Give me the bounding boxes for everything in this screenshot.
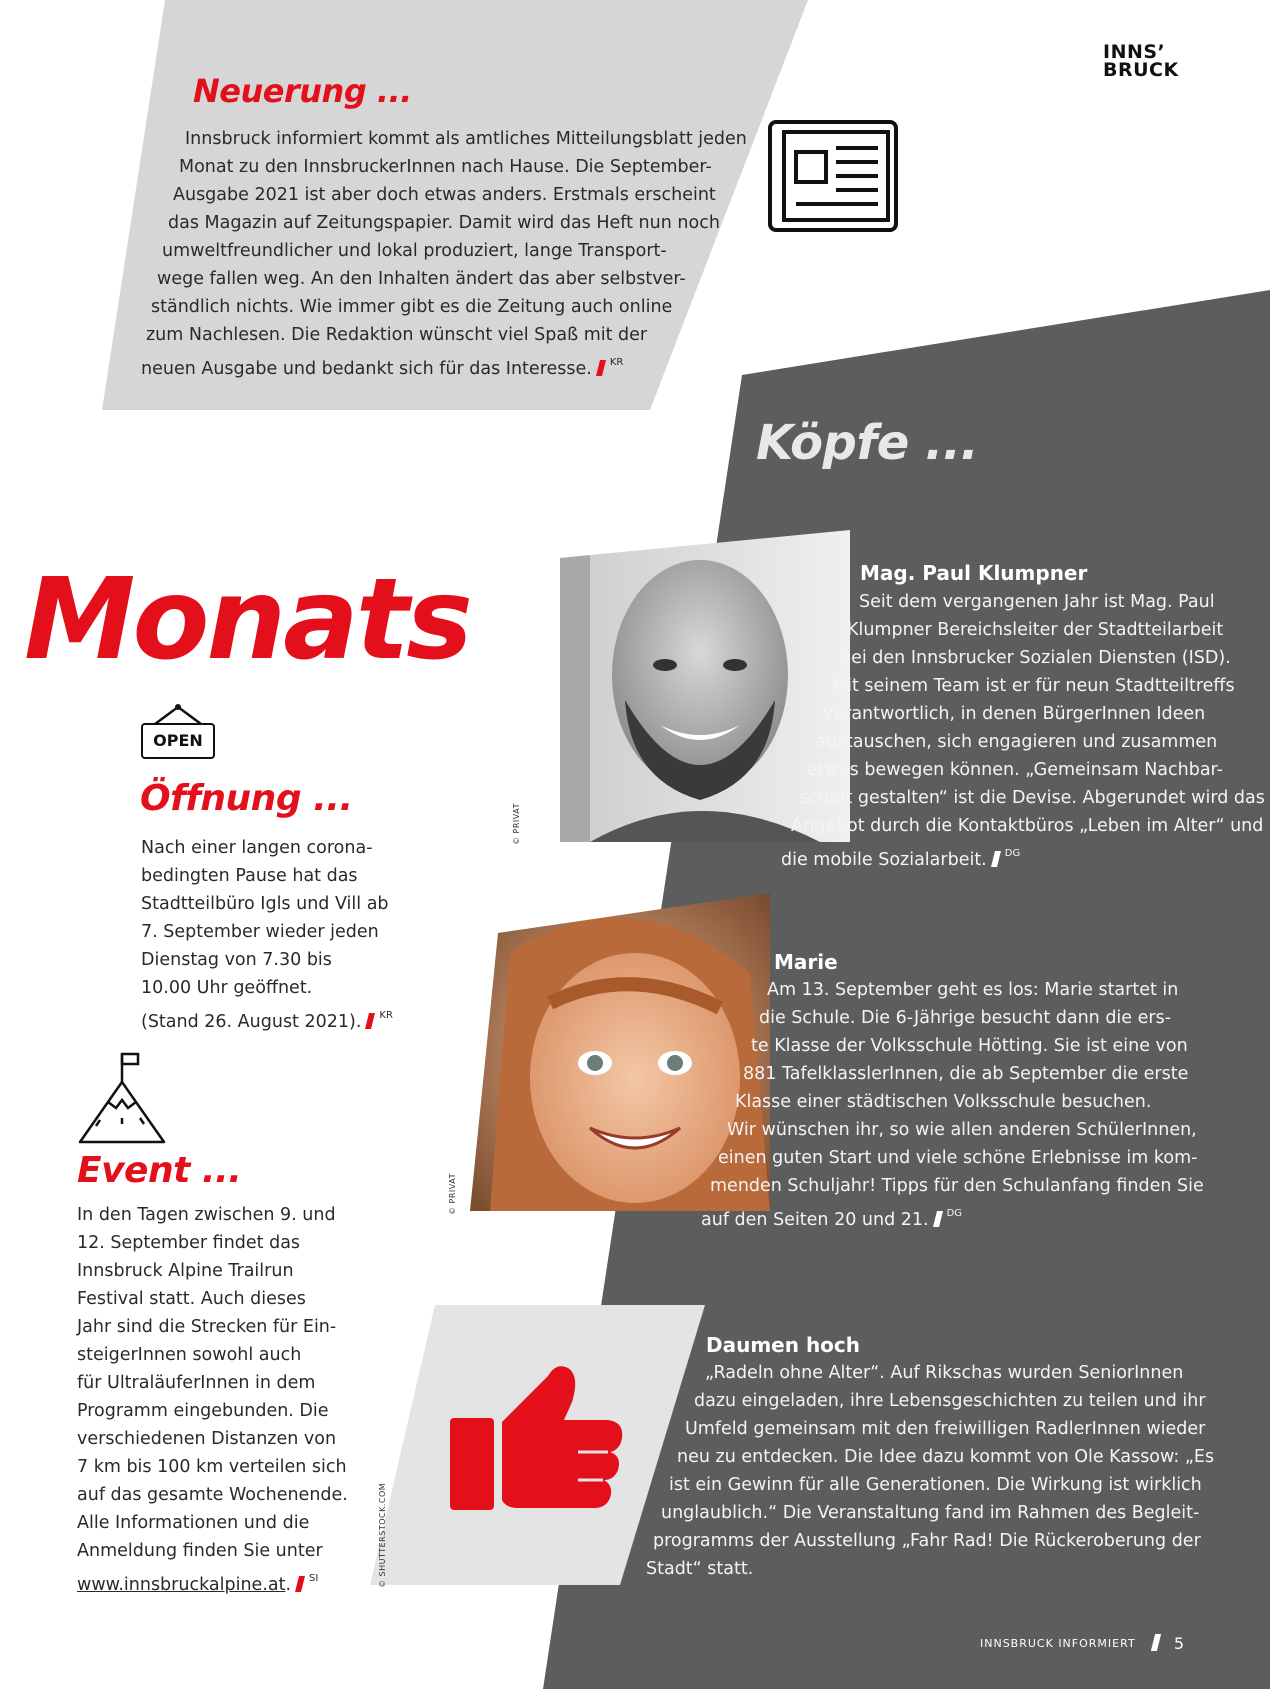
neuerung-last-line: [141, 349, 730, 383]
daumen-line: neu zu entdecken. Die Idee dazu kommt von Ole Kassow: „Es: [677, 1447, 1215, 1467]
event-body: [77, 1201, 367, 1599]
marie-line: Klasse einer städtischen Volksschule besuchen.: [735, 1092, 1152, 1112]
oeffnung-line: Dienstag von 7.30 bis: [141, 950, 332, 970]
innsbruck-logo: [1103, 43, 1179, 79]
marie-line: einen guten Start und viele schöne Erlebnisse im kom-: [718, 1148, 1198, 1168]
event-line: Programm eingebunden. Die: [77, 1401, 329, 1421]
open-badge: OPEN: [141, 723, 215, 759]
neuerung-body: [140, 125, 747, 383]
event-line: 12. September findet das: [77, 1233, 301, 1253]
paul-line: Seit dem vergangenen Jahr ist Mag. Paul: [859, 592, 1215, 612]
neuerung-line: Ausgabe 2021 ist aber doch etwas anders. Erstmals erscheint: [173, 185, 716, 205]
author-initials: KR: [609, 357, 624, 368]
oeffnung-line: bedingten Pause hat das: [141, 866, 358, 886]
paul-last-line: [781, 840, 1240, 874]
neuerung-line: zum Nachlesen. Die Redaktion wünscht viel Spaß mit der: [146, 325, 648, 345]
thumbs-up-icon: [448, 1362, 624, 1512]
koepfe-title: Köpfe ...: [756, 415, 979, 471]
footer: [980, 1634, 1184, 1653]
oeffnung-line: 7. September wieder jeden: [141, 922, 379, 942]
slash-mark: [295, 1576, 305, 1592]
neuerung-line: Monat zu den InnsbruckerInnen nach Hause. Die September-: [179, 157, 712, 177]
paul-line: verantwortlich, in denen BürgerInnen Ideen: [823, 704, 1206, 724]
marie-name: Marie: [774, 950, 838, 974]
paul-photo-credit: © PRIVAT: [512, 803, 521, 845]
marie-line: die Schule. Die 6-Jährige besucht dann die ers-: [759, 1008, 1172, 1028]
event-link[interactable]: www.innsbruckalpine.at: [77, 1575, 286, 1595]
daumen-line: dazu eingeladen, ihre Lebensgeschichten zu teilen und ihr: [694, 1391, 1206, 1411]
neuerung-line: wege fallen weg. An den Inhalten ändert das aber selbstver-: [157, 269, 686, 289]
daumen-line: programms der Ausstellung „Fahr Rad! Die Rückeroberung der: [653, 1531, 1201, 1551]
event-last-line: [77, 1565, 367, 1599]
paul-body: [780, 588, 1265, 874]
newspaper-icon: [768, 120, 898, 232]
paul-line: austauschen, sich engagieren und zusammen: [815, 732, 1218, 752]
oeffnung-body: [141, 834, 401, 1036]
event-line: In den Tagen zwischen 9. und: [77, 1205, 336, 1225]
footer-label: INNSBRUCK INFORMIERT: [980, 1637, 1136, 1650]
event-line: auf das gesamte Wochenende.: [77, 1485, 348, 1505]
marie-line: Am 13. September geht es los: Marie startet in: [767, 980, 1179, 1000]
paul-line: bei den Innsbrucker Sozialen Diensten (ISD).: [840, 648, 1231, 668]
neuerung-last-text: neuen Ausgabe und bedankt sich für das Interesse.: [141, 359, 592, 379]
oeffnung-title: Öffnung ...: [140, 778, 353, 819]
neuerung-line: umweltfreundlicher und lokal produziert, lange Transport-: [162, 241, 667, 261]
slash-mark: [1151, 1634, 1161, 1651]
daumen-line: ist ein Gewinn für alle Generationen. Die Wirkung ist wirklich: [669, 1475, 1202, 1495]
event-title: Event ...: [77, 1150, 242, 1191]
daumen-line: Umfeld gemeinsam mit den freiwilligen RadlerInnen wieder: [685, 1419, 1206, 1439]
author-initials: DG: [1004, 848, 1021, 859]
paul-last-text: die mobile Sozialarbeit.: [781, 850, 987, 870]
monats-title: Monats: [24, 555, 470, 685]
slash-mark: [933, 1211, 943, 1227]
paul-name: Mag. Paul Klumpner: [860, 561, 1088, 585]
event-line: 7 km bis 100 km verteilen sich: [77, 1457, 347, 1477]
paul-line: Mit seinem Team ist er für neun Stadtteiltreffs: [832, 676, 1235, 696]
daumen-name: Daumen hoch: [706, 1333, 861, 1357]
marie-body: [700, 976, 1220, 1234]
oeffnung-last-text: (Stand 26. August 2021).: [141, 1012, 362, 1032]
neuerung-title: Neuerung ...: [193, 72, 412, 110]
open-sign-icon: [141, 703, 215, 761]
event-line: Innsbruck Alpine Trailrun: [77, 1261, 294, 1281]
marie-last-text: auf den Seiten 20 und 21.: [701, 1210, 929, 1230]
event-line: Festival statt. Auch dieses: [77, 1289, 306, 1309]
slash-mark: [596, 360, 606, 376]
oeffnung-last-line: [141, 1002, 401, 1036]
daumen-body: [645, 1359, 1245, 1583]
event-link-suffix: .: [285, 1575, 292, 1595]
marie-line: te Klasse der Volksschule Hötting. Sie ist eine von: [751, 1036, 1188, 1056]
author-initials: DG: [946, 1208, 963, 1219]
marie-line: menden Schuljahr! Tipps für den Schulanfang finden Sie: [710, 1176, 1204, 1196]
neuerung-line: das Magazin auf Zeitungspapier. Damit wird das Heft nun noch: [168, 213, 720, 233]
daumen-line: „Radeln ohne Alter“. Auf Rikschas wurden SeniorInnen: [705, 1363, 1184, 1383]
oeffnung-line: Stadtteilbüro Igls und Vill ab: [141, 894, 389, 914]
marie-last-line: [701, 1200, 1220, 1234]
mountain-flag-icon: [78, 1052, 166, 1144]
event-line: verschiedenen Distanzen von: [77, 1429, 337, 1449]
oeffnung-line: 10.00 Uhr geöffnet.: [141, 978, 313, 998]
event-line: Anmeldung finden Sie unter: [77, 1541, 323, 1561]
event-line: steigerInnen sowohl auch: [77, 1345, 302, 1365]
daumen-line: unglaublich.“ Die Veranstaltung fand im Rahmen des Begleit-: [661, 1503, 1200, 1523]
paul-line: Klumpner Bereichsleiter der Stadtteilarbeit: [847, 620, 1224, 640]
slash-mark: [365, 1013, 375, 1029]
logo-line-1: INNS’: [1103, 41, 1166, 63]
author-initials: KR: [379, 1010, 393, 1021]
event-line: Jahr sind die Strecken für Ein-: [77, 1317, 337, 1337]
marie-line: Wir wünschen ihr, so wie allen anderen SchülerInnen,: [727, 1120, 1197, 1140]
paul-line: schaft gestalten“ ist die Devise. Abgerundet wird das: [799, 788, 1265, 808]
marie-photo-credit: © PRIVAT: [448, 1173, 457, 1215]
event-line: Alle Informationen und die: [77, 1513, 310, 1533]
event-line: für UltraläuferInnen in dem: [77, 1373, 316, 1393]
logo-line-2: BRUCK: [1103, 59, 1179, 81]
paul-line: etwas bewegen können. „Gemeinsam Nachbar-: [807, 760, 1223, 780]
oeffnung-line: Nach einer langen corona-: [141, 838, 373, 858]
daumen-line: Stadt“ statt.: [646, 1559, 754, 1579]
slash-mark: [991, 851, 1001, 867]
paul-line: Angebot durch die Kontaktbüros „Leben im Alter“ und: [791, 816, 1264, 836]
neuerung-line: Innsbruck informiert kommt als amtliches Mitteilungsblatt jeden: [185, 129, 747, 149]
author-initials: SI: [309, 1573, 319, 1584]
marie-line: 881 TafelklasslerInnen, die ab September die erste: [743, 1064, 1189, 1084]
thumb-photo-credit: © SHUTTERSTOCK.COM: [378, 1482, 387, 1588]
page-number: 5: [1173, 1634, 1185, 1653]
neuerung-line: ständlich nichts. Wie immer gibt es die Zeitung auch online: [151, 297, 673, 317]
